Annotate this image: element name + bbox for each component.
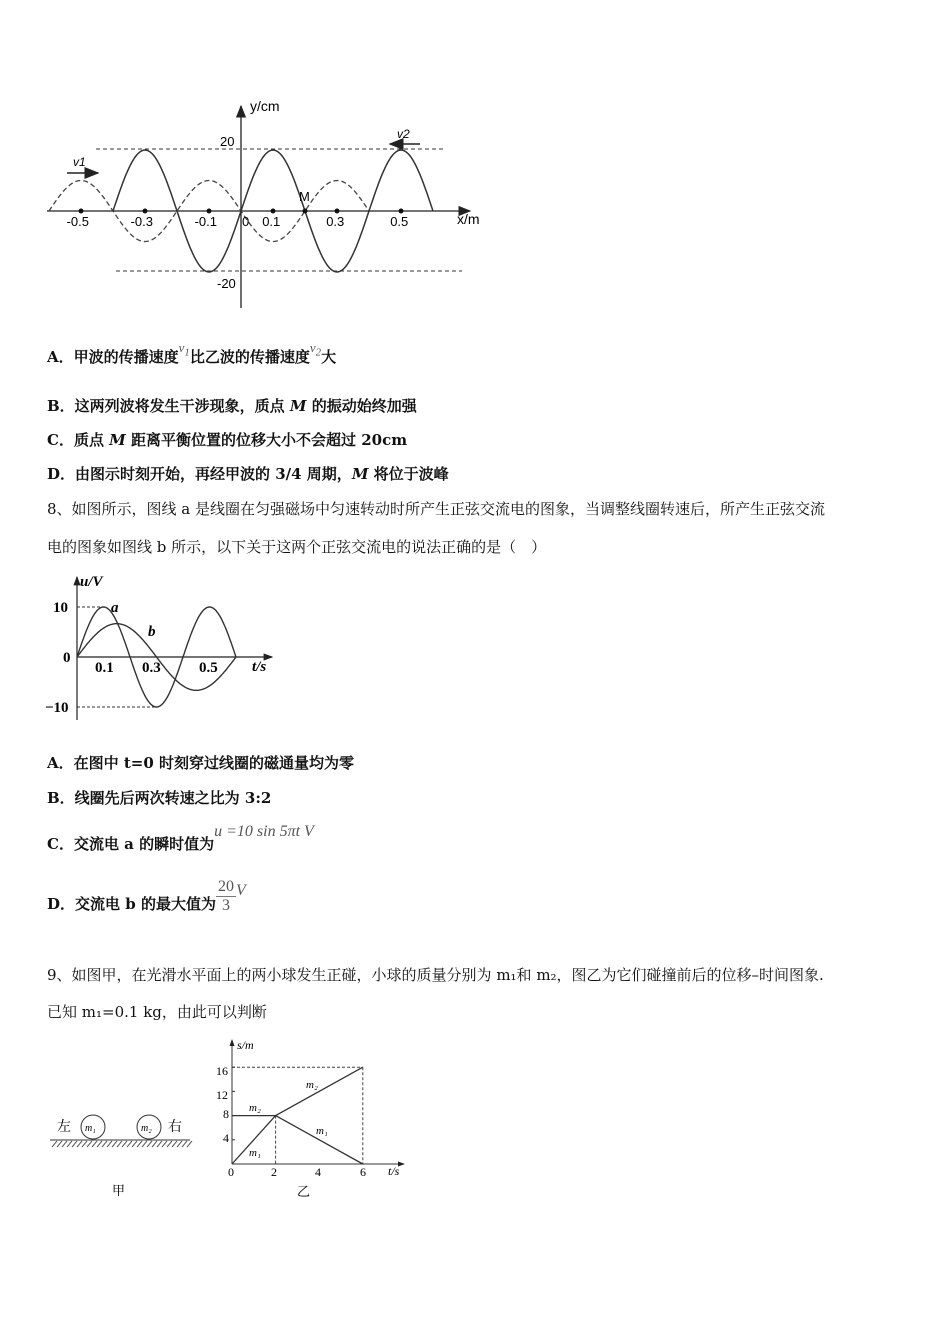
ac-figure xyxy=(0,570,300,730)
q8-option-c[interactable] xyxy=(47,820,314,853)
q7-option-b[interactable] xyxy=(47,395,417,416)
u-tick-minus-10: −10 xyxy=(45,700,69,716)
unit: V xyxy=(235,881,246,899)
symbol-m: M xyxy=(109,431,126,449)
ball-m1-label: m₁ xyxy=(85,1123,96,1134)
q8-option-b[interactable]: B．线圈先后两次转速之比为 3:2 xyxy=(47,789,272,807)
x-tick-label: -0.1 xyxy=(194,214,218,229)
curve-b-label: b xyxy=(148,624,156,640)
q8-option-d[interactable] xyxy=(47,878,246,915)
x-tick-label: -0.3 xyxy=(130,214,154,229)
y-tick-20: 20 xyxy=(220,134,235,149)
x-axis-label: x/m xyxy=(457,211,480,227)
wave-figure xyxy=(0,90,500,320)
s-tick: 16 xyxy=(216,1064,228,1078)
t-tick: 4 xyxy=(315,1165,321,1179)
point-m-dot xyxy=(303,209,308,214)
x-tick-dot xyxy=(271,209,276,214)
right-label: 右 xyxy=(168,1120,182,1135)
t-tick: 0.5 xyxy=(199,660,218,676)
curve-a-label: a xyxy=(111,600,119,616)
left-label: 左 xyxy=(57,1120,71,1135)
q7-option-d[interactable] xyxy=(47,463,449,484)
t-tick: 6 xyxy=(360,1165,366,1179)
ball-m2-label: m₂ xyxy=(141,1123,152,1134)
u-tick-10: 10 xyxy=(53,600,68,616)
v1-label: v1 xyxy=(73,155,86,169)
u-tick-0: 0 xyxy=(63,650,71,666)
x-tick-label: 0.5 xyxy=(390,214,409,229)
option-text: 大 xyxy=(321,348,337,366)
m2-before-label: m₂ xyxy=(249,1102,261,1114)
st-graph-yi xyxy=(200,1035,415,1205)
t-tick: 0.1 xyxy=(95,660,114,676)
symbol-m: M xyxy=(351,465,369,483)
m1-after-label: m₁ xyxy=(316,1125,328,1137)
s-tick: 12 xyxy=(216,1088,228,1102)
y-tick-minus-20: -20 xyxy=(217,276,236,291)
fraction: $\frac{20}{3}$ xyxy=(217,878,234,914)
v2-symbol: $v_2$ xyxy=(309,340,322,359)
option-text: D．交流电 b 的最大值为 xyxy=(47,894,216,913)
option-text: B．这两列波将发生干涉现象，质点 xyxy=(47,397,290,415)
x-tick-dot xyxy=(335,209,340,214)
t-tick: 0.3 xyxy=(142,660,161,676)
t-axis-label: t/s xyxy=(388,1164,400,1178)
u-axis-label: u/V xyxy=(80,574,103,590)
x-tick-label: 0.1 xyxy=(262,214,281,229)
x-tick-dot xyxy=(399,209,404,214)
x-tick-label: -0.5 xyxy=(66,214,90,229)
q9-stem-line2: 已知 m₁=0.1 kg，由此可以判断 xyxy=(47,1003,267,1021)
option-text: 比乙波的传播速度 xyxy=(189,348,310,366)
q8-stem-line2: 电的图象如图线 b 所示，以下关于这两个正弦交流电的说法正确的是（ ） xyxy=(47,538,547,556)
option-text: 距离平衡位置的位移大小不会超过 20cm xyxy=(125,431,408,449)
s-axis-label: s/m xyxy=(237,1038,254,1052)
caption-jia: 甲 xyxy=(112,1183,126,1198)
q9-stem-line1: 9、如图甲，在光滑水平面上的两小球发生正碰，小球的质量分别为 m₁和 m₂，图乙为它们碰撞前后的位移–时间图象. xyxy=(47,966,824,984)
option-text: C．质点 xyxy=(47,431,110,449)
point-m-label: M xyxy=(299,189,310,204)
s-tick: 8 xyxy=(223,1107,229,1121)
symbol-m: M xyxy=(289,397,307,415)
formula: u =10 sin 5πt V xyxy=(214,823,314,840)
t-axis-label: t/s xyxy=(252,659,267,675)
x-tick-dot xyxy=(79,209,84,214)
s-tick: 4 xyxy=(223,1131,229,1145)
x-tick-label: 0.3 xyxy=(326,214,345,229)
v2-label: v2 xyxy=(397,127,410,141)
option-text: C．交流电 a 的瞬时值为 xyxy=(47,835,215,853)
t-tick: 2 xyxy=(271,1165,277,1179)
x-tick-dot xyxy=(143,209,148,214)
caption-yi: 乙 xyxy=(297,1184,311,1199)
option-text: 的振动始终加强 xyxy=(306,397,417,415)
m1-before-label: m₁ xyxy=(249,1147,261,1159)
x-tick-label: 0 xyxy=(242,214,250,229)
m2-after-label: m₂ xyxy=(306,1079,318,1091)
q7-option-a[interactable] xyxy=(47,340,337,369)
x-tick-dot xyxy=(207,209,212,214)
y-axis-label: y/cm xyxy=(250,98,280,114)
q8-option-a[interactable]: A．在图中 t=0 时刻穿过线圈的磁通量均为零 xyxy=(47,754,355,772)
q7-option-c[interactable] xyxy=(47,429,407,450)
option-text: A．甲波的传播速度 xyxy=(47,348,179,366)
ground-hatch xyxy=(52,1141,192,1147)
t-tick: 0 xyxy=(228,1165,234,1179)
option-text: D．由图示时刻开始，再经甲波的 3/4 周期， xyxy=(47,465,352,483)
collision-figure-jia xyxy=(40,1100,200,1210)
option-text: 将位于波峰 xyxy=(368,465,449,483)
q8-stem-line1: 8、如图所示，图线 a 是线圈在匀强磁场中匀速转动时所产生正弦交流电的图象，当调整线圈转速后，所产生正弦交流 xyxy=(47,500,826,518)
v1-symbol: $v_1$ xyxy=(178,340,190,359)
